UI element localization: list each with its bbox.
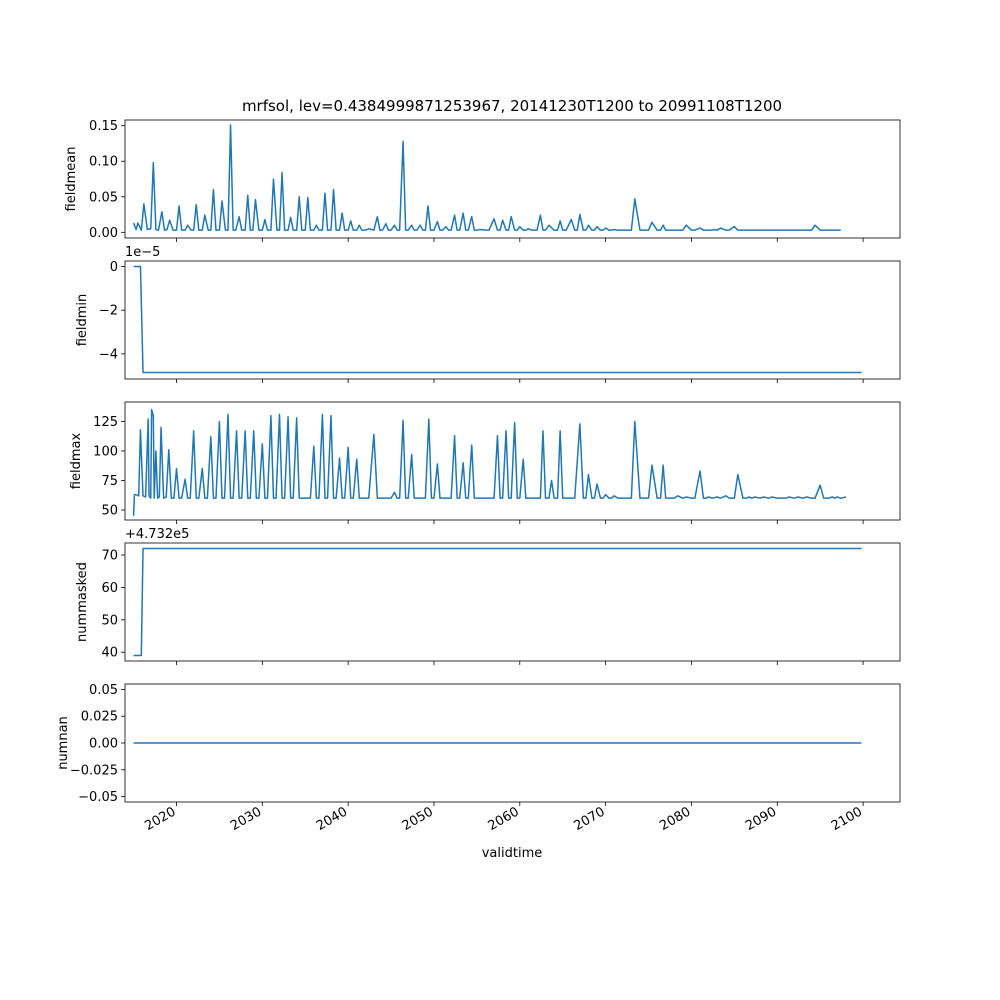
chart-title: mrfsol, lev=0.4384999871253967, 20141230T1200 to 20991108T1200 bbox=[241, 97, 783, 115]
y-tick-label-nummasked: 40 bbox=[101, 645, 118, 661]
y-tick-label-fieldmean: 0.10 bbox=[89, 154, 118, 170]
y-tick-label-numnan: 0.025 bbox=[80, 709, 118, 725]
y-axis-label-fieldmax: fieldmax bbox=[69, 432, 84, 490]
y-tick-label-numnan: 0.00 bbox=[89, 736, 118, 752]
y-axis-label-fieldmean: fieldmean bbox=[64, 146, 79, 212]
y-tick-label-numnan: −0.05 bbox=[78, 790, 118, 806]
y-tick-label-numnan: −0.025 bbox=[69, 763, 118, 779]
x-axis-label: validtime bbox=[481, 846, 543, 861]
x-tick-label: 2060 bbox=[485, 804, 522, 835]
y-tick-label-fieldmax: 75 bbox=[101, 473, 118, 489]
y-axis-label-nummasked: nummasked bbox=[75, 562, 90, 642]
y-tick-label-fieldmin: −4 bbox=[98, 347, 118, 363]
y-tick-label-fieldmean: 0.05 bbox=[89, 190, 118, 206]
y-tick-label-nummasked: 50 bbox=[101, 613, 118, 629]
offset-text-fieldmin: 1e−5 bbox=[125, 245, 161, 260]
y-tick-label-fieldmax: 125 bbox=[93, 414, 118, 430]
x-tick-label: 2050 bbox=[399, 804, 436, 835]
y-axis-label-fieldmin: fieldmin bbox=[75, 293, 90, 347]
y-tick-label-fieldmin: 0 bbox=[109, 259, 118, 275]
y-tick-label-nummasked: 60 bbox=[101, 580, 118, 596]
x-tick-label: 2080 bbox=[657, 804, 694, 835]
x-tick-label: 2040 bbox=[313, 804, 351, 835]
y-tick-label-fieldmax: 100 bbox=[93, 444, 118, 460]
x-tick-label: 2090 bbox=[743, 804, 780, 835]
y-tick-label-fieldmax: 50 bbox=[101, 503, 118, 519]
y-tick-label-fieldmin: −2 bbox=[98, 303, 118, 319]
x-tick-label: 2020 bbox=[142, 804, 179, 835]
x-tick-label: 2070 bbox=[571, 804, 608, 835]
x-tick-label: 2030 bbox=[228, 804, 265, 835]
y-axis-label-numnan: numnan bbox=[56, 716, 71, 770]
y-tick-label-numnan: 0.05 bbox=[89, 682, 118, 698]
offset-text-nummasked: +4.732e5 bbox=[125, 527, 190, 542]
y-tick-label-fieldmean: 0.15 bbox=[89, 119, 118, 135]
y-tick-label-fieldmean: 0.00 bbox=[89, 225, 118, 241]
x-tick-label: 2100 bbox=[828, 804, 866, 835]
y-tick-label-nummasked: 70 bbox=[101, 548, 118, 564]
